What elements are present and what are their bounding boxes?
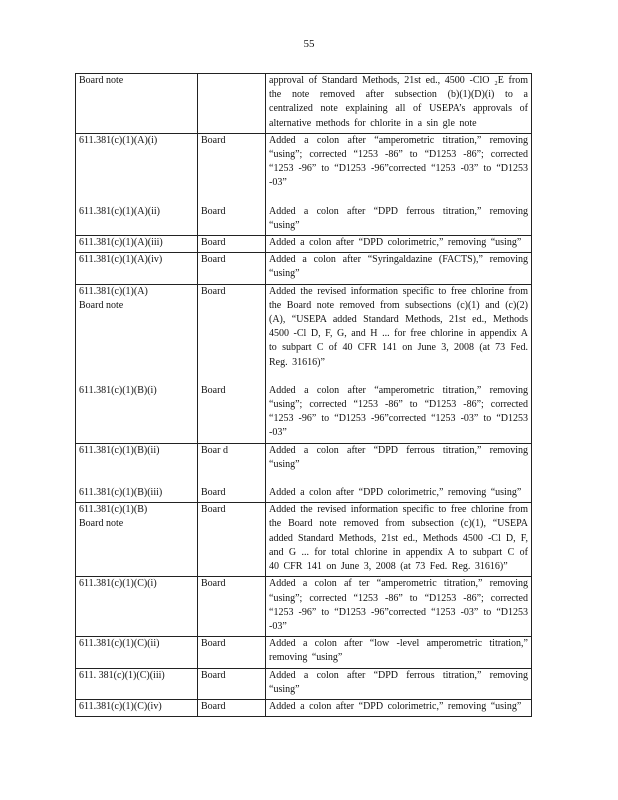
source-cell xyxy=(198,699,266,716)
source-text: Board xyxy=(201,254,226,266)
change-cell xyxy=(266,699,532,716)
change-text: Added a colon after “DPD ferrous titration,” removing “using” xyxy=(269,669,528,695)
section-text: 611.381(c)(1)(B)(ii) xyxy=(79,444,160,456)
section-cell xyxy=(76,577,198,637)
change-cell xyxy=(266,236,532,253)
section-text: 611.381(c)(1)(A)(iii) xyxy=(79,237,163,249)
section-cell xyxy=(76,637,198,668)
table-row xyxy=(76,284,532,443)
section-cell xyxy=(76,503,198,577)
section-cell xyxy=(76,668,198,699)
change-text: Added a colon after “amperometric titration,” removing “using”; corrected “1253 -86” to “D1253 -86”; corrected “1253 -96” to “D1253 -96”corrected “1253 -03” to “D1253 -03” xyxy=(269,384,528,439)
source-cell xyxy=(198,236,266,253)
section-cell xyxy=(76,284,198,443)
section-text: 611.381(c)(1)(A)(ii) xyxy=(79,205,160,217)
change-cell xyxy=(266,74,532,134)
change-text: Added a colon after “low -level amperometric titration,” removing “using” xyxy=(269,638,528,664)
change-cell xyxy=(266,443,532,503)
amendments-table-body xyxy=(76,74,532,717)
source-text: Board xyxy=(201,700,226,712)
change-cell xyxy=(266,668,532,699)
section-text: 611.381(c)(1)(A) Board note xyxy=(79,285,148,311)
section-text: Board note xyxy=(79,75,124,86)
section-cell xyxy=(76,253,198,284)
section-text: 611.381(c)(1)(A)(iv) xyxy=(79,254,163,266)
source-cell xyxy=(198,253,266,284)
source-text: Board xyxy=(201,205,226,217)
table-row xyxy=(76,236,532,253)
change-cell xyxy=(266,284,532,443)
table-row xyxy=(76,637,532,668)
section-text: 611.381(c)(1)(C)(ii) xyxy=(79,638,160,650)
source-text: Board xyxy=(201,134,226,146)
section-text: 611. 381(c)(1)(C)(iii) xyxy=(79,669,165,681)
section-cell xyxy=(76,699,198,716)
section-cell xyxy=(76,236,198,253)
change-cell xyxy=(266,577,532,637)
section-cell xyxy=(76,133,198,235)
section-text: 611.381(c)(1)(C)(i) xyxy=(79,578,157,590)
table-row xyxy=(76,503,532,577)
section-text: 611.381(c)(1)(A)(i) xyxy=(79,134,158,146)
source-cell xyxy=(198,74,266,134)
change-cell xyxy=(266,253,532,284)
table-row xyxy=(76,253,532,284)
source-cell xyxy=(198,133,266,235)
source-text: Board xyxy=(201,237,226,249)
source-text: Boar d xyxy=(201,444,228,456)
section-text: 611.381(c)(1)(B)(i) xyxy=(79,384,157,396)
change-text: Added a colon after “DPD ferrous titration,” removing “using” xyxy=(269,205,528,231)
change-text: Added a colon af ter “amperometric titration,” removing “using”; corrected “1253 -86” to “D1253 -86”; corrected “1253 -96” to “D1253 -96”corrected “1253 -03” to “D1253 -03” xyxy=(269,578,528,632)
table-row xyxy=(76,443,532,503)
table-row xyxy=(76,133,532,235)
source-cell xyxy=(198,443,266,503)
section-cell xyxy=(76,74,198,134)
change-text: Added the revised information specific to free chlorine from the Board note removed from subsection (c)(1), “USEPA added Standard Methods, 21st ed., Methods 4500 -Cl D, F, and G ... for total chlorine in appendix A to subpart C of 40 CFR 141 on June 3, 2008 (at 73 Fed. Reg. 31616)” xyxy=(269,504,528,573)
change-text: Added a colon after “DPD colorimetric,” removing “using” xyxy=(269,237,522,249)
change-cell xyxy=(266,637,532,668)
source-text: Board xyxy=(201,486,226,498)
source-text: Board xyxy=(201,578,226,590)
change-cell xyxy=(266,133,532,235)
amendments-table xyxy=(75,73,532,717)
section-text: 611.381(c)(1)(B) Board note xyxy=(79,504,148,530)
source-text: Board xyxy=(201,285,226,297)
source-cell xyxy=(198,577,266,637)
section-cell xyxy=(76,443,198,503)
change-text: Added a colon after “DPD colorimetric,” removing “using” xyxy=(269,487,522,499)
section-text: 611.381(c)(1)(C)(iv) xyxy=(79,700,162,712)
source-cell xyxy=(198,637,266,668)
change-text: Added a colon after “amperometric titration,” removing “using”; corrected “1253 -86” to “D1253 -86”; corrected “1253 -96” to “D1253 -96”corrected “1253 -03” to “D1253 -03” xyxy=(269,134,528,189)
source-cell xyxy=(198,503,266,577)
change-text: Added a colon after “DPD colorimetric,” removing “using” xyxy=(269,700,522,712)
table-row xyxy=(76,577,532,637)
table-row xyxy=(76,668,532,699)
source-text: Board xyxy=(201,384,226,396)
source-text: Board xyxy=(201,504,226,516)
source-text: Board xyxy=(201,638,226,650)
source-cell xyxy=(198,668,266,699)
table-row xyxy=(76,699,532,716)
table-row xyxy=(76,74,532,134)
change-text: approval of Standard Methods, 21st ed., 4500 -ClO ₂E from the note removed after subsection (b)(1)(D)(i) to a centralized note explaining all of USEPA’s approvals of alternative methods for chlorite in a sin gle note xyxy=(269,75,528,129)
source-cell xyxy=(198,284,266,443)
source-text: Board xyxy=(201,669,226,681)
section-text: 611.381(c)(1)(B)(iii) xyxy=(79,486,163,498)
change-text: Added a colon after “DPD ferrous titration,” removing “using” xyxy=(269,444,528,470)
change-text: Added a colon after “Syringaldazine (FACTS),” removing “using” xyxy=(269,254,528,280)
page-number: 55 xyxy=(303,38,315,50)
change-text: Added the revised information specific to free chlorine from the Board note removed from subsections (c)(1) and (c)(2)(A), “USEPA added Standard Methods, 21st ed., Methods 4500 -Cl D, F, G, and H ... for free chlorine in appendix A to subpart C of 40 CFR 141 on June 3, 2008 (at 73 Fed. Reg. 31616)” xyxy=(269,285,528,368)
change-cell xyxy=(266,503,532,577)
